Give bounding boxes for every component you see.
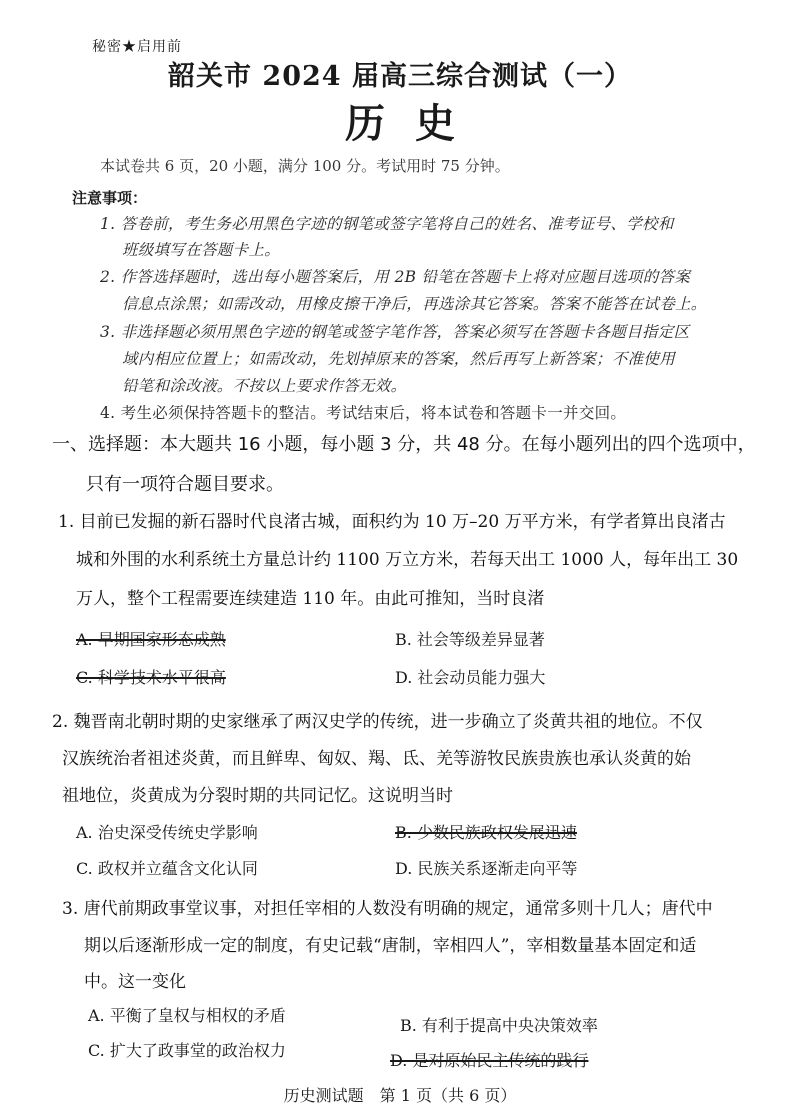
subject-title: 历史 <box>345 100 485 147</box>
question-1-text: 万人，整个工程需要连续建造 110 年。由此可推知，当时良渚 <box>76 589 545 609</box>
note-line: 3. 非选择题必须用黑色字迹的钢笔或签字笔作答，答案必须写在答题卡各题目指定区 <box>100 323 690 341</box>
secret-mark: 秘密★启用前 <box>92 39 182 55</box>
note-line: 2. 作答选择题时，选出每小题答案后，用 2B 铅笔在答题卡上将对应题目选项的答案 <box>100 268 691 286</box>
note-line: 铅笔和涂改液。不按以上要求作答无效。 <box>122 377 407 395</box>
question-3-text: 中。这一变化 <box>84 972 186 992</box>
question-3-option-a: A. 平衡了皇权与相权的矛盾 <box>88 1006 286 1025</box>
question-2-text: 祖地位，炎黄成为分裂时期的共同记忆。这说明当时 <box>62 786 453 806</box>
question-1-option-a: A. 早期国家形态成熟 <box>76 630 226 649</box>
question-3-option-c: C. 扩大了政事堂的政治权力 <box>88 1041 286 1060</box>
question-1-option-d: D. 社会动员能力强大 <box>395 668 546 687</box>
question-2-option-c: C. 政权并立蕴含文化认同 <box>76 859 258 878</box>
question-2-option-d: D. 民族关系逐渐走向平等 <box>395 859 578 878</box>
question-3-text: 3. 唐代前期政事堂议事，对担任宰相的人数没有明确的规定，通常多则十几人；唐代中 <box>62 899 713 919</box>
question-1-option-b: B. 社会等级差异显著 <box>395 630 545 649</box>
question-3-option-d: D. 是对原始民主传统的践行 <box>390 1051 589 1070</box>
note-line: 域内相应位置上；如需改动，先划掉原来的答案，然后再写上新答案；不准使用 <box>122 350 676 368</box>
note-line: 班级填写在答题卡上。 <box>122 241 281 259</box>
question-2-text: 汉族统治者祖述炎黄，而且鲜卑、匈奴、羯、氐、羌等游牧民族贵族也承认炎黄的始 <box>62 749 691 769</box>
question-1-text: 城和外围的水利系统土方量总计约 1100 万立方米，若每天出工 1000 人，每年出工 30 <box>76 550 739 570</box>
note-line: 4. 考生必须保持答题卡的整洁。考试结束后，将本试卷和答题卡一并交回。 <box>100 404 627 422</box>
exam-title: 韶关市 2024 届高三综合测试（一） <box>168 61 632 92</box>
question-2-option-a: A. 治史深受传统史学影响 <box>76 823 258 842</box>
page-footer: 历史测试题 第 1 页（共 6 页） <box>283 1086 517 1105</box>
question-3-text: 期以后逐渐形成一定的制度，有史记载“唐制，宰相四人”，宰相数量基本固定和适 <box>84 936 697 956</box>
question-2-text: 2. 魏晋南北朝时期的史家继承了两汉史学的传统，进一步确立了炎黄共祖的地位。不仅 <box>52 712 703 732</box>
question-1-text: 1. 目前已发掘的新石器时代良渚古城，面积约为 10 万–20 万平方米，有学者算出良渚古 <box>58 512 726 532</box>
question-1-option-c: C. 科学技术水平很高 <box>76 668 226 687</box>
section-heading-cont: 只有一项符合题目要求。 <box>86 474 284 495</box>
question-2-option-b: B. 少数民族政权发展迅速 <box>395 823 577 842</box>
note-line: 信息点涂黑；如需改动，用橡皮擦干净后，再选涂其它答案。答案不能答在试卷上。 <box>122 295 707 313</box>
note-line: 1. 答卷前，考生务必用黑色字迹的钢笔或签字笔将自己的姓名、准考证号、学校和 <box>100 215 674 233</box>
question-3-option-b: B. 有利于提高中央决策效率 <box>400 1016 598 1035</box>
section-heading: 一、选择题：本大题共 16 小题，每小题 3 分，共 48 分。在每小题列出的四个选项中， <box>52 434 756 455</box>
exam-intro: 本试卷共 6 页，20 小题，满分 100 分。考试用时 75 分钟。 <box>100 157 510 175</box>
notes-title: 注意事项： <box>72 189 148 207</box>
